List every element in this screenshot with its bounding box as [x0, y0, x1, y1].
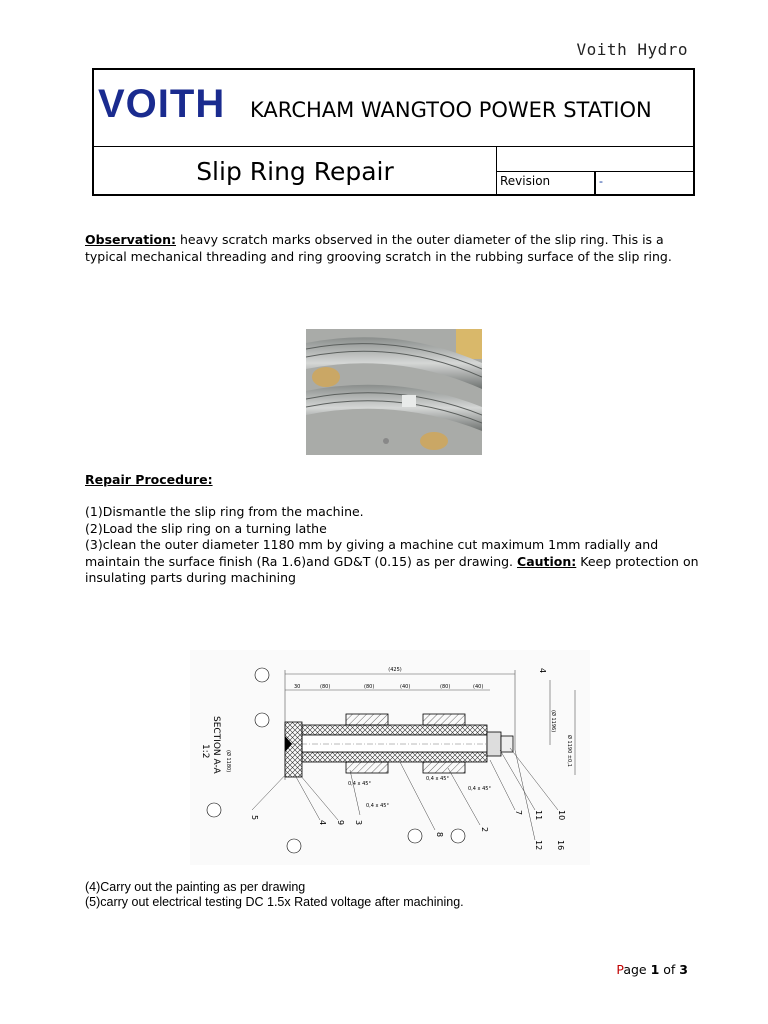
callout-12: 12: [534, 840, 543, 851]
caution-text: Keep protection on insulating parts during machining: [85, 553, 699, 585]
revision-label: Revision: [500, 174, 551, 188]
chamfer-note-4: 0,4 x 45°: [366, 803, 389, 809]
callout-10: 10: [557, 810, 566, 821]
callout-5: 5: [250, 815, 259, 821]
callout-16: 16: [556, 840, 565, 851]
page-number: Page 1 of 3: [616, 962, 688, 977]
callout-4-top: 4: [538, 668, 547, 674]
observation-text: heavy scratch marks observed in the outer diameter of the slip ring. This is a typical mechanical threading and ring grooving scratch in the rubbing surface of the slip ring.: [85, 232, 672, 264]
observation-paragraph: [85, 232, 705, 265]
callout-9: 9: [336, 820, 345, 826]
dim-40-a: (40): [400, 684, 411, 690]
callout-7: 7: [514, 810, 523, 816]
repair-step-4: (4)Carry out the painting as per drawing: [85, 880, 306, 894]
dim-dia-1190: Ø 1190 ±0,1: [566, 735, 572, 767]
header-top-row: [94, 70, 693, 147]
dim-80-a: (80): [320, 684, 331, 690]
callout-2: 2: [480, 827, 489, 833]
dim-80-c: (80): [440, 684, 451, 690]
slip-ring-photo: [306, 329, 482, 455]
revision-divider: [594, 171, 596, 196]
company-name: Voith Hydro: [576, 40, 688, 59]
section-scale: 1:2: [200, 744, 210, 759]
dim-30: 30: [294, 684, 301, 690]
callout-3: 3: [354, 820, 363, 826]
dim-80-b: (80): [364, 684, 375, 690]
callout-8: 8: [435, 832, 444, 838]
repair-heading: Repair Procedure:: [85, 472, 213, 487]
callout-4: 4: [318, 820, 327, 826]
chamfer-note-2: 0,4 x 45°: [426, 776, 449, 782]
repair-step-1: (1)Dismantle the slip ring from the machine.: [85, 504, 364, 519]
repair-step-2: (2)Load the slip ring on a turning lathe: [85, 520, 327, 536]
caution-label: Caution:: [517, 553, 577, 569]
dim-40-b: (40): [473, 684, 484, 690]
dim-dia-1180: (Ø 1180): [225, 750, 231, 773]
revision-blank-cell: [496, 146, 695, 172]
section-label: SECTION A-A: [211, 716, 221, 774]
slip-ring-section-drawing: [190, 650, 590, 865]
repair-step-5: (5)carry out electrical testing DC 1.5x Rated voltage after machining.: [85, 895, 464, 909]
observation-label: Observation:: [85, 232, 176, 247]
chamfer-note-3: 0,4 x 45°: [468, 786, 491, 792]
chamfer-note-1: 0,4 x 45°: [348, 781, 371, 787]
document-header-table: [92, 68, 695, 196]
station-name: KARCHAM WANGTOO POWER STATION: [250, 98, 652, 122]
revision-value: -: [599, 174, 603, 188]
document-title: Slip Ring Repair: [94, 146, 497, 196]
repair-step-3: (3)clean the outer diameter 1180 mm by giving a machine cut maximum 1mm radially and maintain the surface finish (Ra 1.6)and GD&T (0.15) as per drawing. Caution: Keep protection on insulating parts during machining: [85, 537, 699, 585]
callout-11: 11: [534, 810, 543, 821]
dim-total-length: (425): [388, 667, 402, 673]
repair-steps: [85, 504, 705, 587]
voith-logo: VOITH: [98, 82, 226, 126]
dim-dia-1196: (Ø 1196): [550, 710, 556, 733]
